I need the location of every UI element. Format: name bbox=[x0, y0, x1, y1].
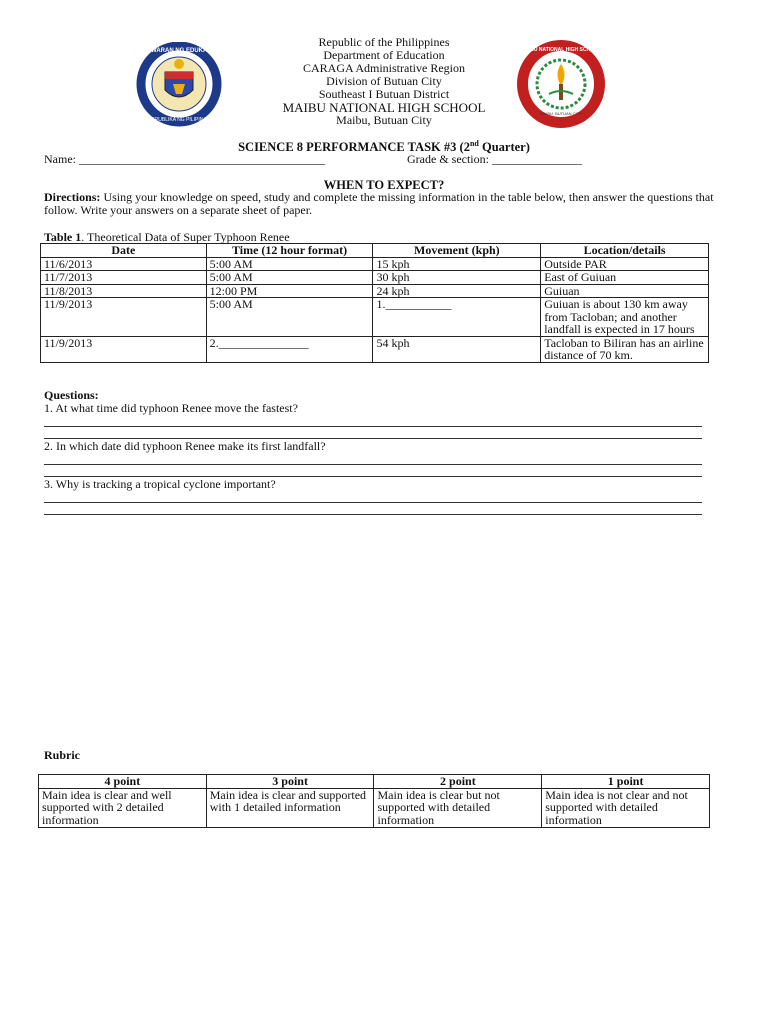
table-header-row bbox=[41, 244, 709, 258]
rubric-cell-4: Main idea is clear and well supported with 2 detailed information bbox=[39, 788, 207, 827]
header-date: Date bbox=[41, 244, 207, 258]
header-line-division: Division of Butuan City bbox=[326, 74, 442, 88]
school-seal-bottom-text: MAIBU, BUTUAN CITY bbox=[540, 111, 582, 116]
cell-movement: 15 kph bbox=[373, 257, 541, 271]
cell-movement: 24 kph bbox=[373, 284, 541, 298]
questions-section bbox=[44, 389, 704, 515]
cell-date: 11/8/2013 bbox=[41, 284, 207, 298]
rubric-cell-3: Main idea is clear and supported with 1 detailed information bbox=[206, 788, 374, 827]
table-row bbox=[41, 257, 709, 271]
rubric-header-4: 4 point bbox=[39, 775, 207, 789]
cell-location: East of Guiuan bbox=[541, 271, 709, 285]
cell-time: 12:00 PM bbox=[206, 284, 373, 298]
deped-seal-top-text: KAGAWARAN NG EDUKASYON bbox=[133, 48, 225, 54]
header-line-department: Department of Education bbox=[323, 48, 445, 62]
table-caption-text: . Theoretical Data of Super Typhoon Renee bbox=[81, 230, 290, 244]
rubric-header-row bbox=[39, 775, 710, 789]
rubric-cell-1: Main idea is not clear and not supported with detailed information bbox=[542, 788, 710, 827]
cell-time: 5:00 AM bbox=[206, 298, 373, 337]
header-location: Location/details bbox=[541, 244, 709, 258]
answer-line[interactable] bbox=[44, 503, 702, 515]
cell-location: Guiuan bbox=[541, 284, 709, 298]
header-school-name: MAIBU NATIONAL HIGH SCHOOL bbox=[282, 100, 486, 115]
cell-date: 11/7/2013 bbox=[41, 271, 207, 285]
rubric-header-1: 1 point bbox=[542, 775, 710, 789]
questions-heading: Questions: bbox=[44, 388, 99, 402]
table-row bbox=[41, 336, 709, 362]
answer-line[interactable] bbox=[44, 465, 702, 477]
header-line-republic: Republic of the Philippines bbox=[318, 35, 450, 49]
cell-movement: 54 kph bbox=[373, 336, 541, 362]
cell-movement: 30 kph bbox=[373, 271, 541, 285]
school-seal-text: MAIBU NATIONAL HIGH SCHOOL bbox=[521, 47, 601, 53]
grade-section-field[interactable]: Grade & section: _______________ bbox=[407, 152, 582, 166]
answer-line[interactable] bbox=[44, 427, 702, 439]
rubric-header-3: 3 point bbox=[206, 775, 374, 789]
cell-time: 5:00 AM bbox=[206, 257, 373, 271]
directions-text: Using your knowledge on speed, study and complete the missing information in the table below, then answer the questions that follow. Write your answers on a separate sheet of paper. bbox=[44, 190, 714, 217]
cell-date: 11/9/2013 bbox=[41, 298, 207, 337]
cell-time-blank[interactable]: 2._______________ bbox=[206, 336, 373, 362]
cell-location: Tacloban to Biliran has an airline distance of 70 km. bbox=[541, 336, 709, 362]
typhoon-data-table bbox=[40, 243, 709, 363]
question-1: 1. At what time did typhoon Renee move the fastest? bbox=[44, 401, 298, 415]
rubric-header-2: 2 point bbox=[374, 775, 542, 789]
cell-date: 11/9/2013 bbox=[41, 336, 207, 362]
task-title-main: SCIENCE 8 PERFORMANCE TASK #3 (2 bbox=[238, 140, 470, 155]
rubric-row bbox=[39, 788, 710, 827]
cell-time: 5:00 AM bbox=[206, 271, 373, 285]
rubric-cell-2: Main idea is clear but not supported with detailed information bbox=[374, 788, 542, 827]
cell-movement-blank[interactable]: 1.___________ bbox=[373, 298, 541, 337]
cell-location: Outside PAR bbox=[541, 257, 709, 271]
table-row bbox=[41, 298, 709, 337]
task-title-end: Quarter) bbox=[478, 140, 530, 155]
cell-date: 11/6/2013 bbox=[41, 257, 207, 271]
cell-location: Guiuan is about 130 km away from Tacloban; and another landfall is expected in 17 hours bbox=[541, 298, 709, 337]
header-time: Time (12 hour format) bbox=[206, 244, 373, 258]
rubric-table bbox=[38, 774, 710, 828]
deped-seal-bottom-text: REPUBLIKA NG PILIPINAS bbox=[148, 117, 210, 123]
question-3: 3. Why is tracking a tropical cyclone important? bbox=[44, 477, 276, 491]
directions-label: Directions: bbox=[44, 190, 101, 204]
answer-line[interactable] bbox=[44, 491, 702, 503]
question-2: 2. In which date did typhoon Renee make its first landfall? bbox=[44, 439, 326, 453]
answer-line[interactable] bbox=[44, 453, 702, 465]
header-movement: Movement (kph) bbox=[373, 244, 541, 258]
table-row bbox=[41, 284, 709, 298]
table-row bbox=[41, 271, 709, 285]
table-caption-label: Table 1 bbox=[44, 230, 82, 244]
header-address: Maibu, Butuan City bbox=[336, 113, 432, 127]
task-title-sup: nd bbox=[469, 139, 479, 148]
header-line-region: CARAGA Administrative Region bbox=[303, 61, 465, 75]
rubric-label: Rubric bbox=[44, 748, 80, 762]
document-header bbox=[0, 36, 768, 127]
directions-paragraph bbox=[44, 191, 724, 217]
section-subtitle: WHEN TO EXPECT? bbox=[323, 178, 445, 192]
header-line-district: Southeast I Butuan District bbox=[318, 87, 450, 101]
name-field[interactable]: Name: _________________________________________ bbox=[44, 152, 325, 166]
answer-line[interactable] bbox=[44, 415, 702, 427]
